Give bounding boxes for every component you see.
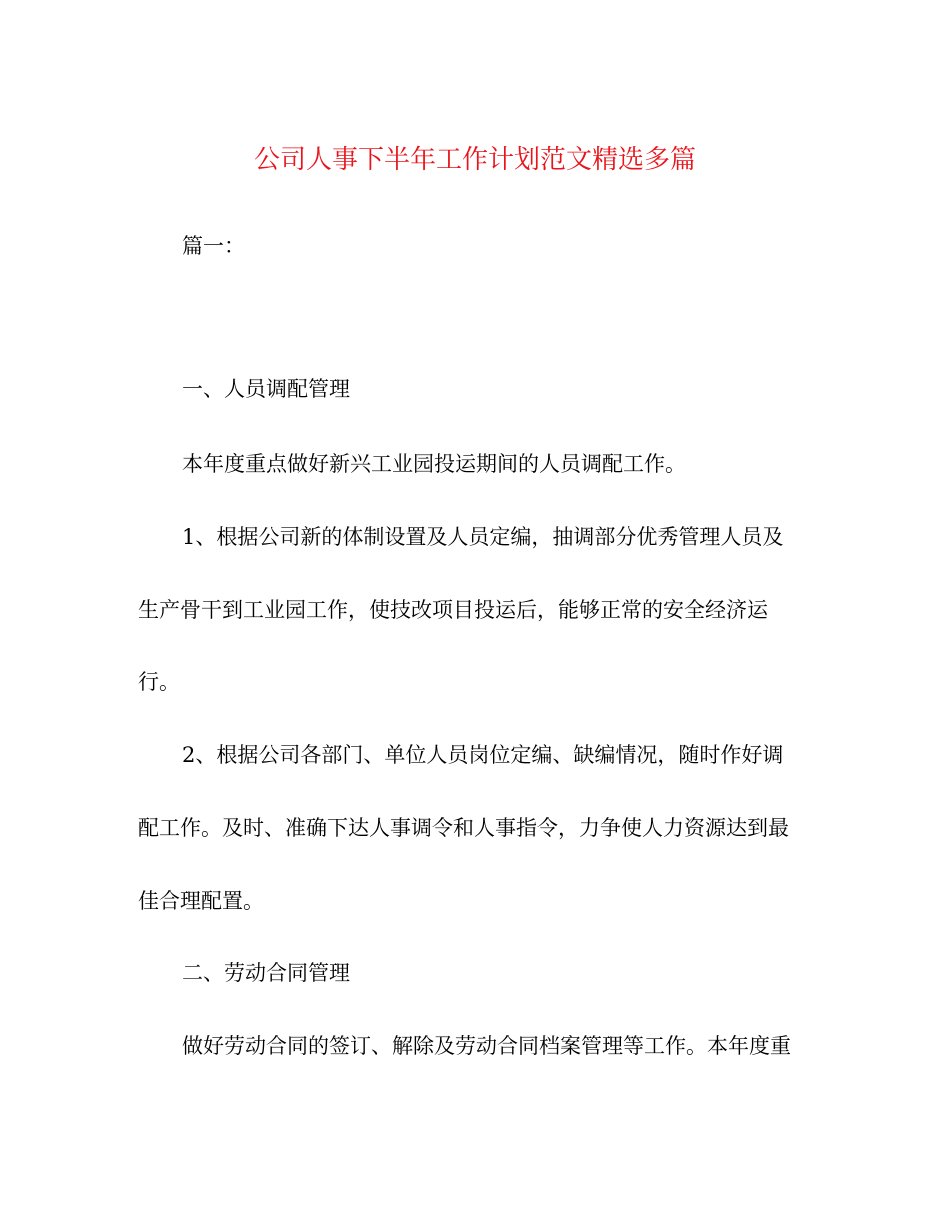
heading-labor-contract: 二、劳动合同管理 [182, 961, 350, 985]
paragraph-line: 1、根据公司新的体制设置及人员定编，抽调部分优秀管理人员及 [182, 525, 784, 549]
paragraph-line: 本年度重点做好新兴工业园投运期间的人员调配工作。 [182, 452, 686, 476]
paragraph-line: 配工作。及时、准确下达人事调令和人事指令，力争使人力资源达到最 [138, 816, 789, 840]
paragraph-line: 做好劳动合同的签订、解除及劳动合同档案管理等工作。本年度重 [182, 1034, 791, 1058]
paragraph-line: 行。 [138, 670, 180, 694]
paragraph-line: 2、根据公司各部门、单位人员岗位定编、缺编情况，随时作好调 [182, 743, 784, 767]
heading-personnel-allocation: 一、人员调配管理 [182, 377, 350, 401]
paragraph-line: 生产骨干到工业园工作，使技改项目投运后，能够正常的安全经济运 [138, 598, 768, 622]
section-label-part-one: 篇一： [182, 234, 245, 258]
document-title: 公司人事下半年工作计划范文精选多篇 [253, 145, 696, 175]
paragraph-line: 佳合理配置。 [138, 889, 264, 913]
